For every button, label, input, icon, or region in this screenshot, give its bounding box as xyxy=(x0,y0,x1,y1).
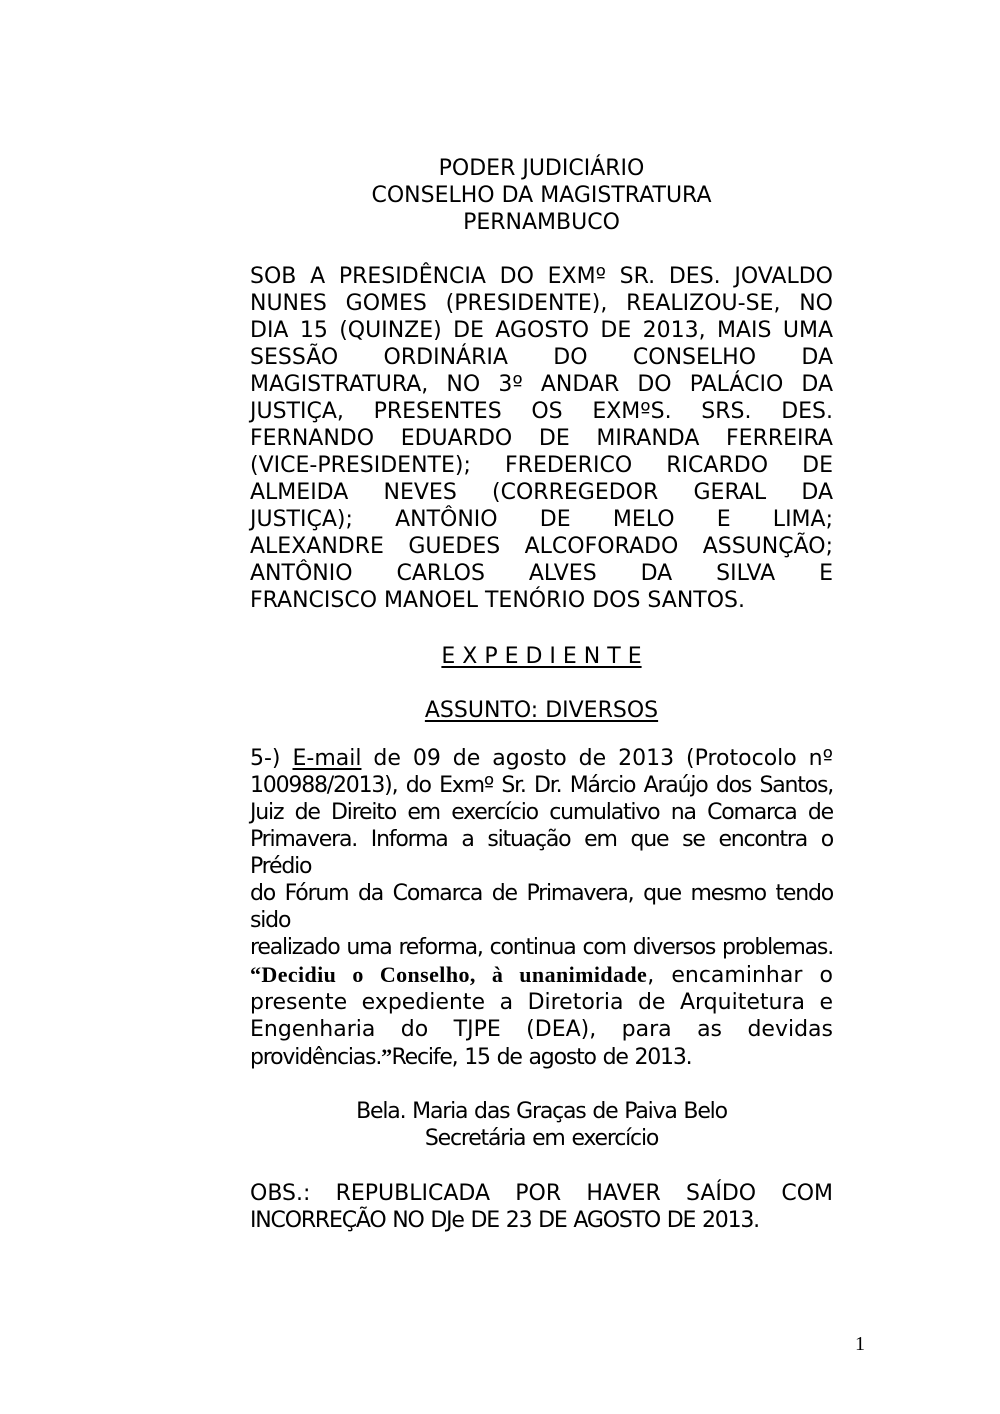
intro-line: NUNES GOMES (PRESIDENTE), REALIZOU-SE, NO xyxy=(250,291,833,316)
item-line: realizado uma reforma, continua com diversos problemas. xyxy=(250,935,833,960)
email-label: E-mail xyxy=(292,746,362,771)
obs-paragraph xyxy=(250,1180,833,1234)
header-block xyxy=(250,155,833,236)
final-quote: ” xyxy=(381,1044,393,1069)
intro-line: DIA 15 (QUINZE) DE AGOSTO DE 2013, MAIS UMA xyxy=(250,318,833,343)
item-line xyxy=(250,745,833,772)
intro-line: (VICE-PRESIDENTE); FREDERICO RICARDO DE xyxy=(250,453,833,478)
intro-line: JUSTIÇA); ANTÔNIO DE MELO E LIMA; xyxy=(250,507,833,532)
obs-line: INCORREÇÃO NO DJe DE 23 DE AGOSTO DE 2013. xyxy=(250,1208,759,1233)
item-number: 5-) xyxy=(250,746,281,771)
signature-role: Secretária em exercício xyxy=(424,1126,659,1151)
obs-line: OBS.: REPUBLICADA POR HAVER SAÍDO COM xyxy=(250,1181,833,1206)
intro-line: MAGISTRATURA, NO 3º ANDAR DO PALÁCIO DA xyxy=(250,372,833,397)
place-date-text: Recife, 15 de agosto de 2013. xyxy=(391,1045,692,1070)
section-title-text: E X P E D I E N T E xyxy=(441,644,642,669)
intro-line: ANTÔNIO CARLOS ALVES DA SILVA E xyxy=(250,561,833,586)
place-date xyxy=(250,1044,833,1071)
intro-line: FRANCISCO MANOEL TENÓRIO DOS SANTOS. xyxy=(250,588,745,613)
page-number: 1 xyxy=(855,1333,865,1355)
subject-text: ASSUNTO: DIVERSOS xyxy=(424,698,659,723)
item-line: Primavera. Informa a situação em que se encontra o Prédio xyxy=(250,827,833,879)
decision-bold: “Decidiu o Conselho, à unanimidade xyxy=(250,962,648,987)
item-line xyxy=(250,961,833,989)
signature-name: Bela. Maria das Graças de Paiva Belo xyxy=(356,1099,727,1124)
decision-rest: , encaminhar o xyxy=(647,963,833,988)
header-line-3: PERNAMBUCO xyxy=(463,210,620,235)
intro-line: FERNANDO EDUARDO DE MIRANDA FERREIRA xyxy=(250,426,833,451)
item-paragraph xyxy=(250,745,833,1071)
item-line: do Fórum da Comarca de Primavera, que mesmo tendo sido xyxy=(250,881,833,933)
item-line-1-rest: de 09 de agosto de 2013 (Protocolo nº xyxy=(373,746,833,771)
section-title xyxy=(250,643,833,670)
item-line: Juiz de Direito em exercício cumulativo na Comarca de xyxy=(250,800,833,825)
item-line: 100988/2013), do Exmº Sr. Dr. Márcio Araújo dos Santos, xyxy=(250,773,833,798)
intro-paragraph xyxy=(250,263,833,614)
header-line-1: PODER JUDICIÁRIO xyxy=(438,156,645,181)
intro-line: ALMEIDA NEVES (CORREGEDOR GERAL DA xyxy=(250,480,833,505)
intro-line: SESSÃO ORDINÁRIA DO CONSELHO DA xyxy=(250,345,833,370)
item-line: presente expediente a Diretoria de Arquitetura e xyxy=(250,990,833,1015)
intro-line: JUSTIÇA, PRESENTES OS EXMºS. SRS. DES. xyxy=(250,399,833,424)
intro-line: SOB A PRESIDÊNCIA DO EXMº SR. DES. JOVALDO xyxy=(250,264,833,289)
signature-block xyxy=(250,1098,833,1152)
subject-heading xyxy=(250,697,833,724)
intro-line: ALEXANDRE GUEDES ALCOFORADO ASSUNÇÃO; xyxy=(250,534,833,559)
final-text: providências. xyxy=(250,1045,382,1070)
item-line: Engenharia do TJPE (DEA), para as devidas xyxy=(250,1017,833,1042)
header-line-2: CONSELHO DA MAGISTRATURA xyxy=(371,183,712,208)
